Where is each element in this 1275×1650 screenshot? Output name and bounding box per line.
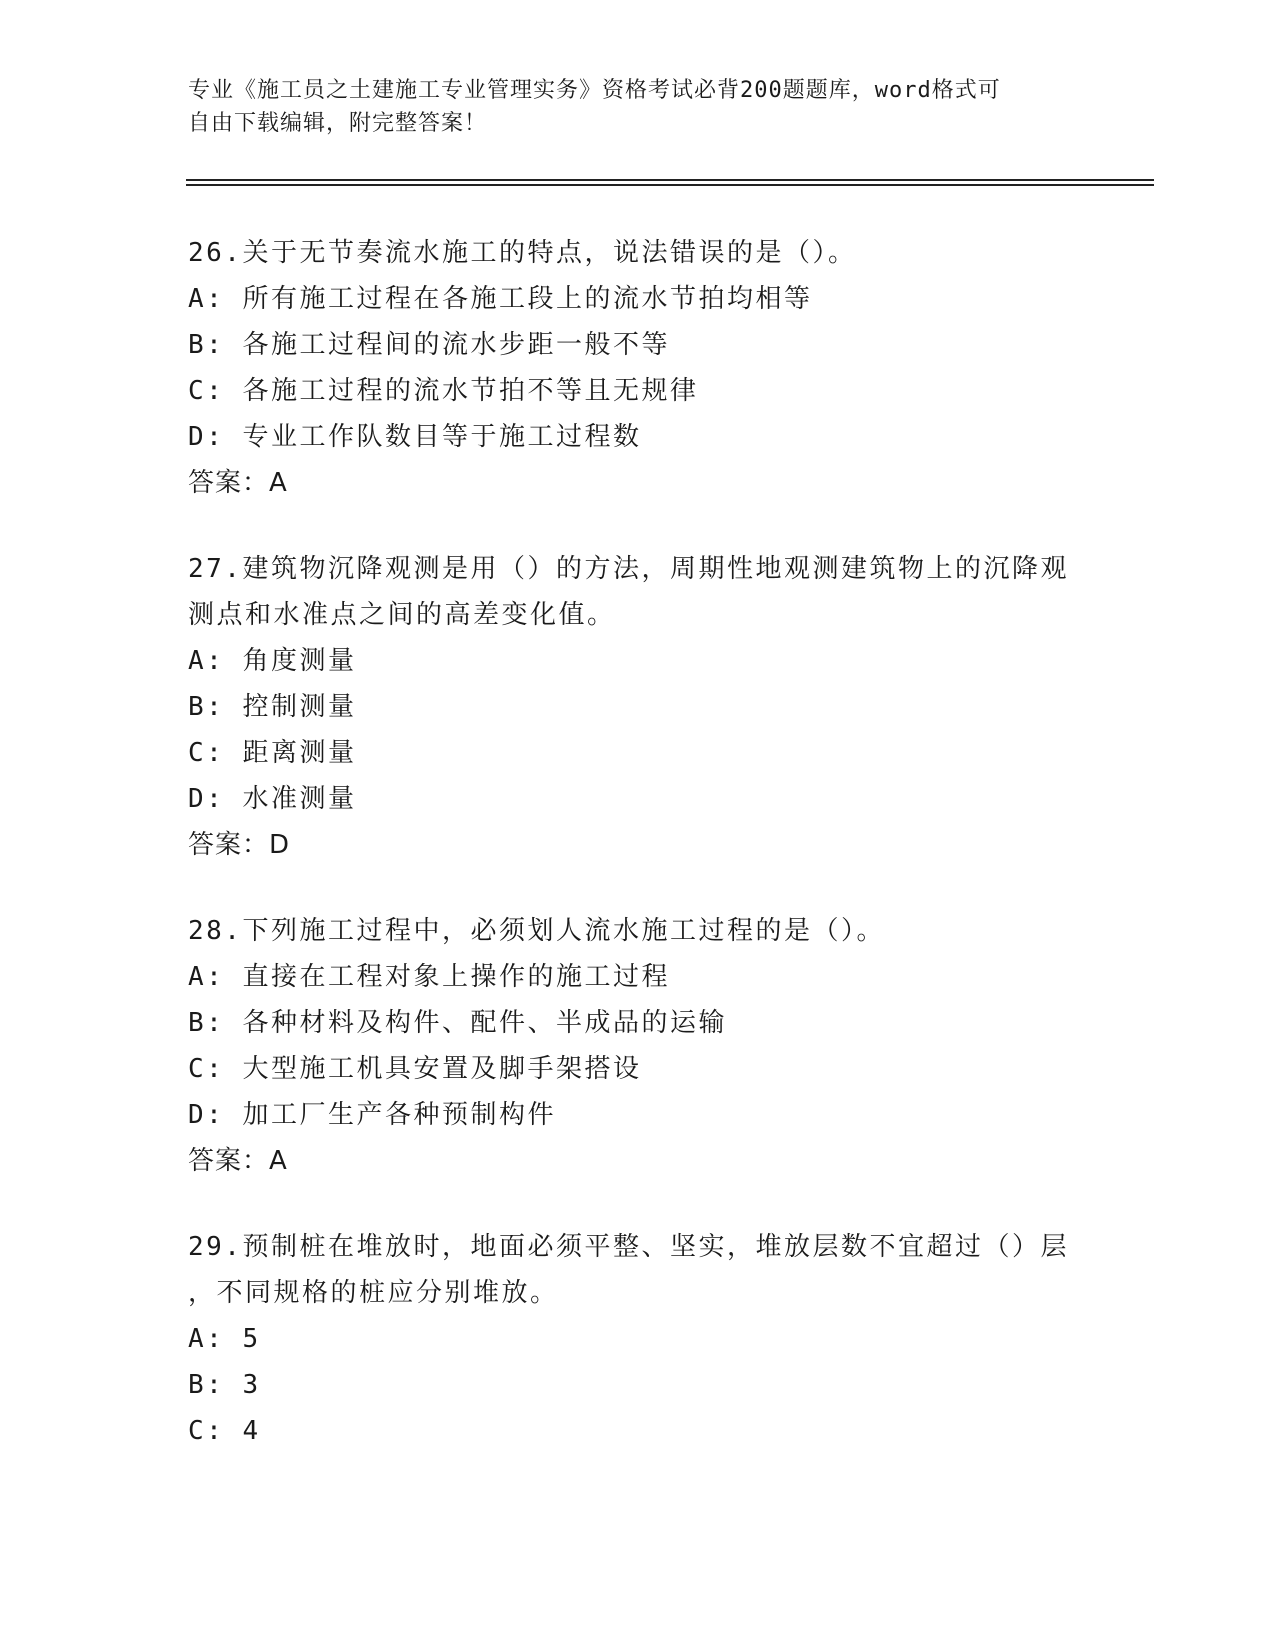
question-stem-continued: 测点和水准点之间的高差变化值。 <box>188 600 616 630</box>
header-title-line-2: 自由下载编辑，附完整答案！ <box>188 111 488 136</box>
option-a: A: 角度测量 <box>188 646 357 676</box>
option-b: B: 控制测量 <box>188 692 357 722</box>
question-stem: 29.预制桩在堆放时，地面必须平整、坚实，堆放层数不宜超过（）层 <box>188 1232 1069 1262</box>
option-b: B: 各施工过程间的流水步距一般不等 <box>188 330 670 360</box>
option-c: C: 大型施工机具安置及脚手架搭设 <box>188 1054 642 1084</box>
question-28 <box>188 908 1088 1184</box>
answer: 答案：A <box>188 468 288 498</box>
option-a: A: 所有施工过程在各施工段上的流水节拍均相等 <box>188 284 813 314</box>
document-header <box>188 74 1088 140</box>
option-c: C: 4 <box>188 1416 261 1446</box>
question-29 <box>188 1224 1088 1454</box>
option-a: A: 直接在工程对象上操作的施工过程 <box>188 962 670 992</box>
question-stem: 27.建筑物沉降观测是用（）的方法，周期性地观测建筑物上的沉降观 <box>188 554 1069 584</box>
question-stem-continued: ，不同规格的桩应分别堆放。 <box>188 1278 559 1308</box>
question-list <box>188 230 1088 1494</box>
question-26 <box>188 230 1088 506</box>
header-title-line-1: 专业《施工员之土建施工专业管理实务》资格考试必背200题题库，word格式可 <box>188 78 1001 103</box>
option-d: D: 加工厂生产各种预制构件 <box>188 1100 556 1130</box>
question-stem: 26.关于无节奏流水施工的特点，说法错误的是（）。 <box>188 238 857 268</box>
option-d: D: 专业工作队数目等于施工过程数 <box>188 422 642 452</box>
question-27 <box>188 546 1088 868</box>
answer: 答案：D <box>188 830 291 860</box>
option-a: A: 5 <box>188 1324 261 1354</box>
option-c: C: 各施工过程的流水节拍不等且无规律 <box>188 376 699 406</box>
option-c: C: 距离测量 <box>188 738 357 768</box>
option-d: D: 水准测量 <box>188 784 357 814</box>
header-divider-bottom <box>186 184 1154 186</box>
option-b: B: 各种材料及构件、配件、半成品的运输 <box>188 1008 727 1038</box>
header-divider-top <box>186 179 1154 181</box>
question-stem: 28.下列施工过程中，必须划人流水施工过程的是（）。 <box>188 916 885 946</box>
option-b: B: 3 <box>188 1370 261 1400</box>
answer: 答案：A <box>188 1146 288 1176</box>
